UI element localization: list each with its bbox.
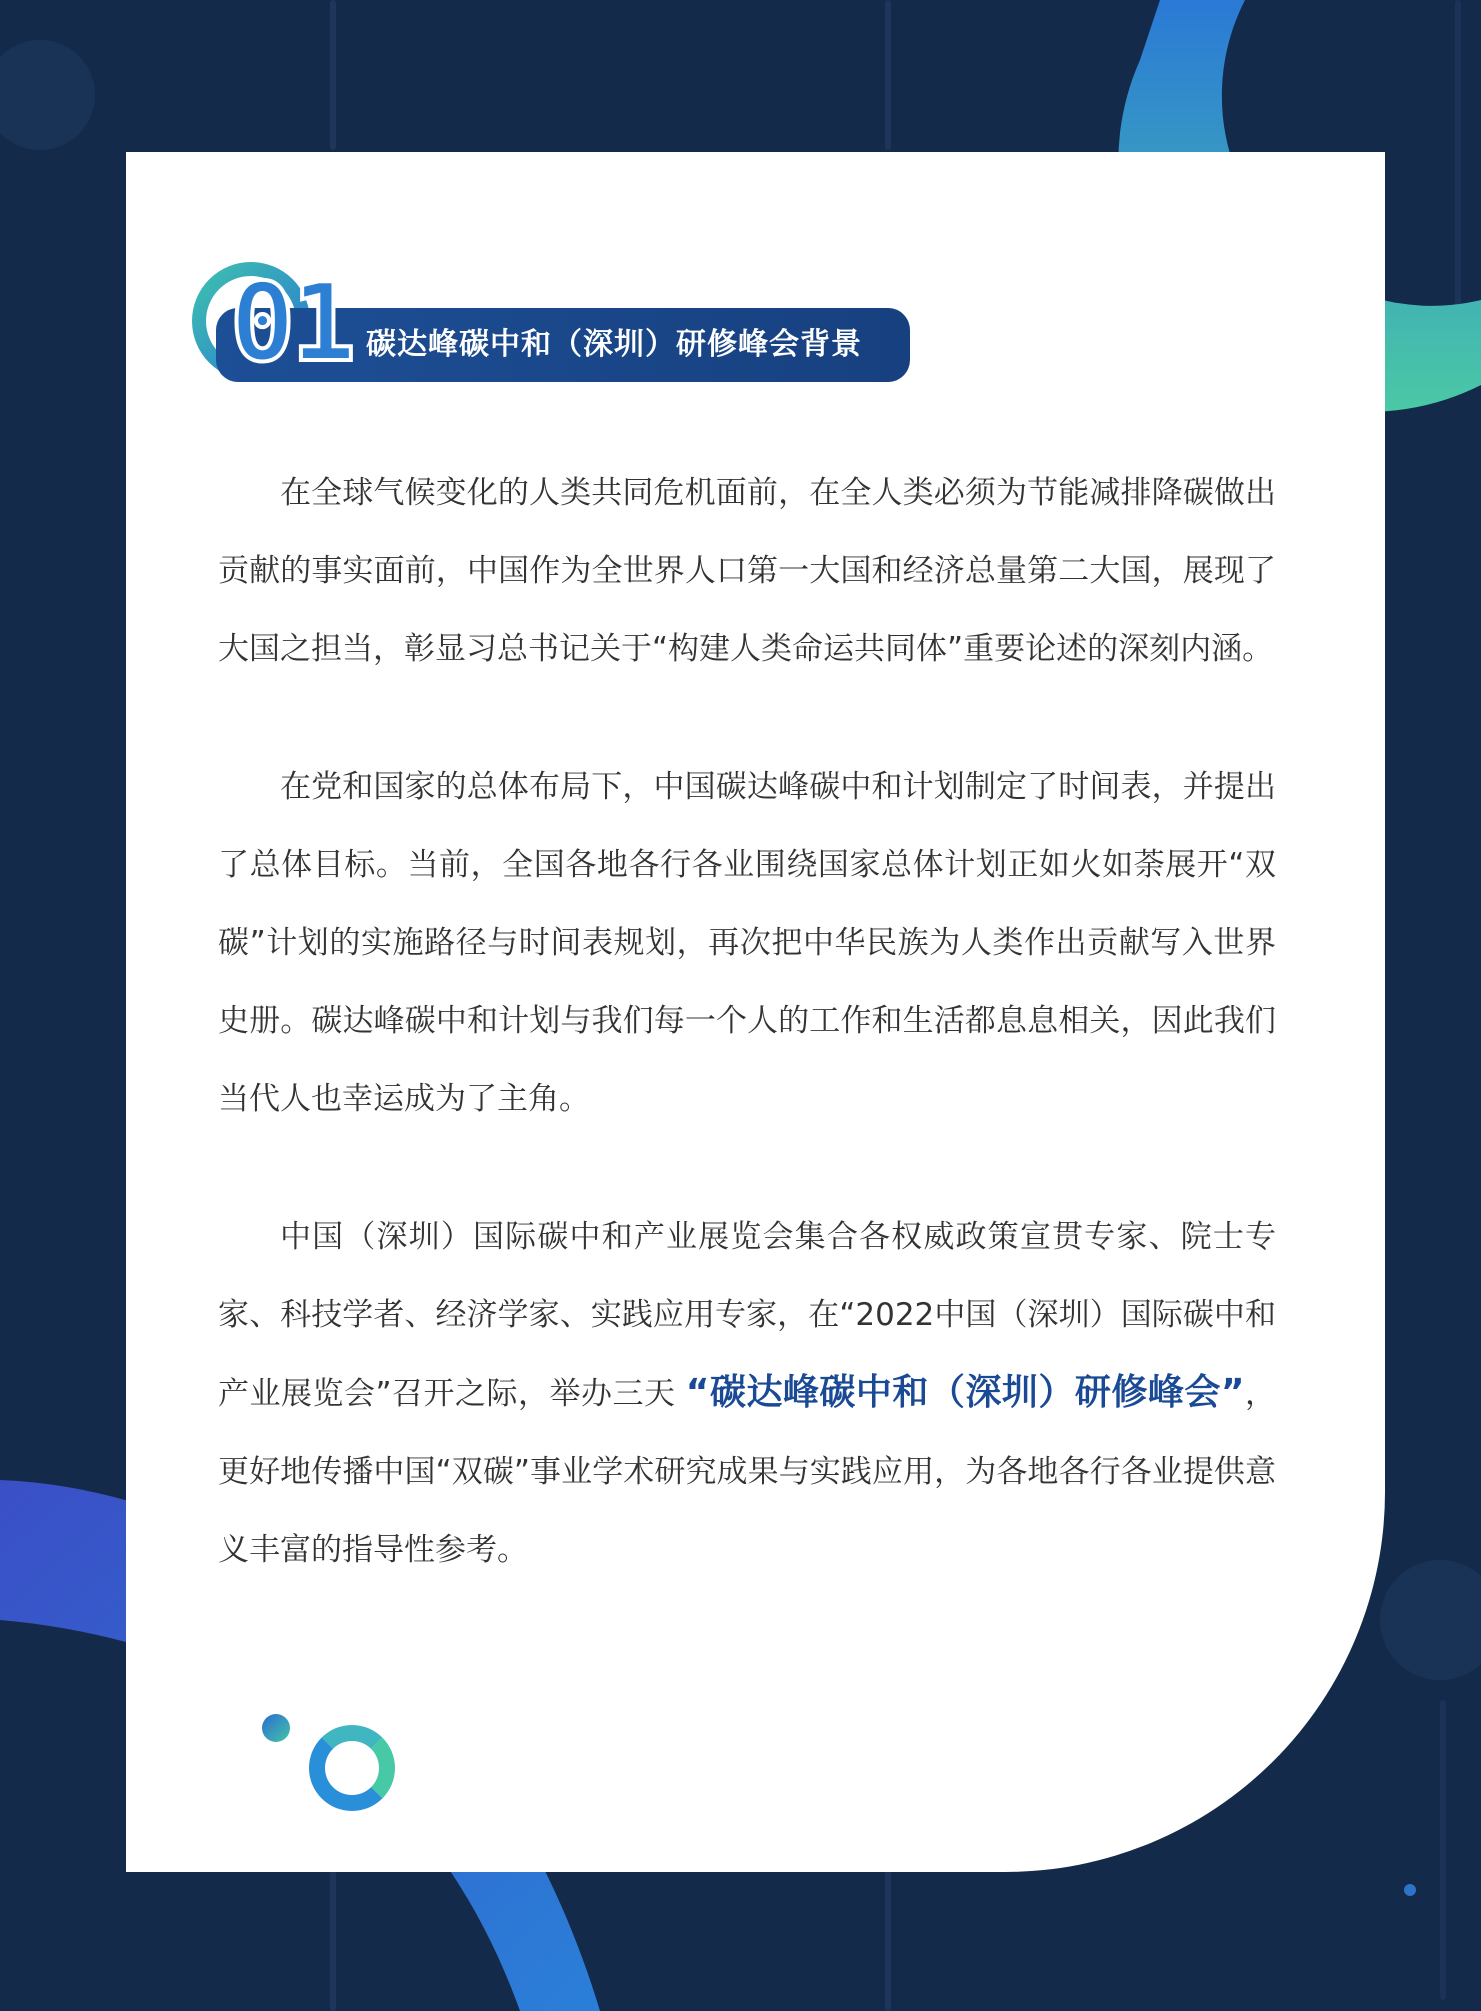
paragraph-2 [218, 748, 1276, 1138]
paragraph-3-text-before: 中国（深圳）国际碳中和产业展览会集合各权威政策宣贯专家、院士专家、科技学者、经济学家、实践应用专家，在“2022中国（深圳）国际碳中和产业展览会”召开之际，举办三天 [218, 1219, 1276, 1412]
paragraph-1 [218, 454, 1276, 688]
summit-name-highlight: “碳达峰碳中和（深圳）研修峰会” [685, 1372, 1245, 1413]
section-title: 碳达峰碳中和（深圳）研修峰会背景 [366, 327, 862, 362]
section-number: 01 [230, 261, 353, 386]
paragraph-1-text: 在全球气候变化的人类共同危机面前，在全人类必须为节能减排降碳做出贡献的事实面前，中国作为全世界人口第一大国和经济总量第二大国，展现了大国之担当，彰显习总书记关于“构建人类命运共同体”重要论述的深刻内涵。 [218, 475, 1276, 667]
paragraph-2-text: 在党和国家的总体布局下，中国碳达峰碳中和计划制定了时间表，并提出了总体目标。当前，全国各地各行各业围绕国家总体计划正如火如荼展开“双碳”计划的实施路径与时间表规划，再次把中华民族为人类作出贡献写入世界史册。碳达峰碳中和计划与我们每一个人的工作和生活都息息相关，因此我们当代人也幸运成为了主角。 [218, 769, 1276, 1117]
body-text [218, 454, 1276, 1649]
content-card [126, 152, 1385, 1872]
decorative-ring-icon [309, 1725, 395, 1811]
section-header [186, 256, 906, 396]
paragraph-3 [218, 1198, 1276, 1589]
decorative-dot-icon [262, 1714, 290, 1742]
paragraph-3-text-after: ，更好地传播中国“双碳”事业学术研究成果与实践应用，为各地各行各业提供意义丰富的指导性参考。 [218, 1376, 1277, 1568]
